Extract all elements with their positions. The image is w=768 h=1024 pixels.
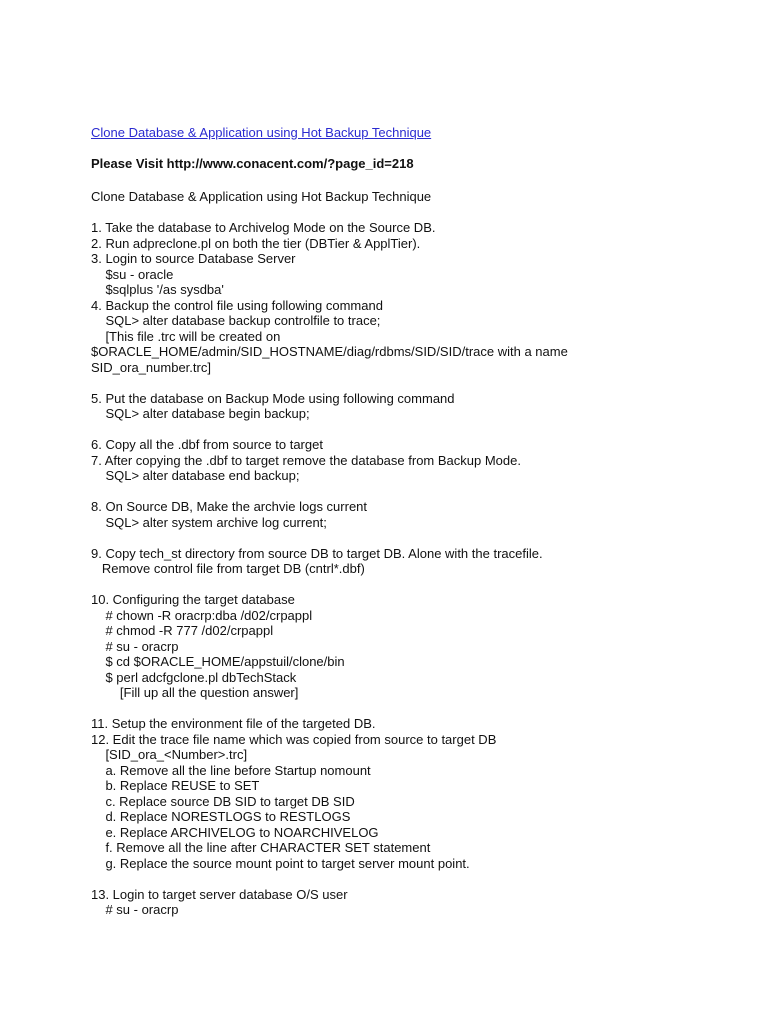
instruction-line: $ORACLE_HOME/admin/SID_HOSTNAME/diag/rdbms/SID/SID/trace with a name: [91, 344, 568, 359]
document-heading: Clone Database & Application using Hot Backup Technique: [91, 189, 432, 204]
instruction-line: 7. After copying the .dbf to target remove the database from Backup Mode.: [91, 452, 521, 468]
instruction-line: [91, 530, 731, 546]
instruction-line: # chown -R oracrp:dba /d02/crpappl: [91, 607, 313, 623]
instruction-line: $sqlplus '/as sysdba': [91, 282, 224, 297]
instruction-line: [This file .trc will be created on: [91, 328, 281, 344]
instruction-line: $su - oracle: [91, 266, 174, 282]
title-link[interactable]: Clone Database & Application using Hot Backup Technique: [91, 125, 432, 140]
instruction-line: 10. Configuring the target database: [91, 592, 295, 607]
instruction-line: Remove control file from target DB (cntrl*.dbf): [91, 561, 365, 576]
instruction-line: 12. Edit the trace file name which was copied from source to target DB: [91, 731, 497, 747]
instruction-line: d. Replace NORESTLOGS to RESTLOGS: [91, 809, 351, 824]
instruction-line: b. Replace REUSE to SET: [91, 778, 260, 793]
instruction-line: SQL> alter system archive log current;: [91, 514, 327, 530]
instruction-line: [91, 484, 731, 500]
instruction-line: [Fill up all the question answer]: [91, 685, 299, 700]
instruction-line: a. Remove all the line before Startup nomount: [91, 762, 371, 778]
instruction-line: $ perl adcfgclone.pl dbTechStack: [91, 669, 297, 685]
instruction-line: # chmod -R 777 /d02/crpappl: [91, 623, 274, 638]
instruction-line: e. Replace ARCHIVELOG to NOARCHIVELOG: [91, 824, 379, 840]
instruction-line: 4. Backup the control file using following command: [91, 297, 383, 313]
visit-notice: Please Visit http://www.conacent.com/?page_id=218: [91, 156, 414, 171]
instruction-line: [91, 577, 731, 593]
instruction-line: 1. Take the database to Archivelog Mode on the Source DB.: [91, 220, 436, 235]
instruction-line: $ cd $ORACLE_HOME/appstuil/clone/bin: [91, 654, 345, 669]
instruction-line: # su - oracrp: [91, 902, 179, 917]
instruction-line: 13. Login to target server database O/S user: [91, 886, 348, 902]
instruction-line: 2. Run adpreclone.pl on both the tier (DBTier & ApplTier).: [91, 235, 421, 251]
instruction-line: [SID_ora_<Number>.trc]: [91, 747, 248, 762]
instruction-line: SQL> alter database end backup;: [91, 468, 300, 483]
instruction-line: SQL> alter database begin backup;: [91, 406, 310, 421]
instruction-line: [91, 422, 731, 438]
instruction-line: 6. Copy all the .dbf from source to target: [91, 437, 323, 452]
instruction-line: [91, 871, 731, 887]
instruction-line: SQL> alter database backup controlfile to trace;: [91, 313, 381, 328]
instruction-line: 9. Copy tech_st directory from source DB to target DB. Alone with the tracefile.: [91, 545, 543, 561]
instruction-line: SID_ora_number.trc]: [91, 359, 211, 375]
instruction-line: f. Remove all the line after CHARACTER SET statement: [91, 840, 431, 855]
instruction-line: [91, 701, 731, 717]
instruction-line: c. Replace source DB SID to target DB SID: [91, 793, 355, 809]
instruction-line: 3. Login to source Database Server: [91, 251, 296, 266]
instruction-line: 5. Put the database on Backup Mode using following command: [91, 390, 455, 406]
instruction-line: 8. On Source DB, Make the archvie logs current: [91, 499, 368, 514]
instruction-line: [91, 375, 731, 391]
instruction-line: g. Replace the source mount point to target server mount point.: [91, 855, 470, 871]
instruction-line: 11. Setup the environment file of the targeted DB.: [91, 716, 376, 731]
instruction-line: # su - oracrp: [91, 638, 179, 654]
instruction-lines: [91, 220, 731, 918]
